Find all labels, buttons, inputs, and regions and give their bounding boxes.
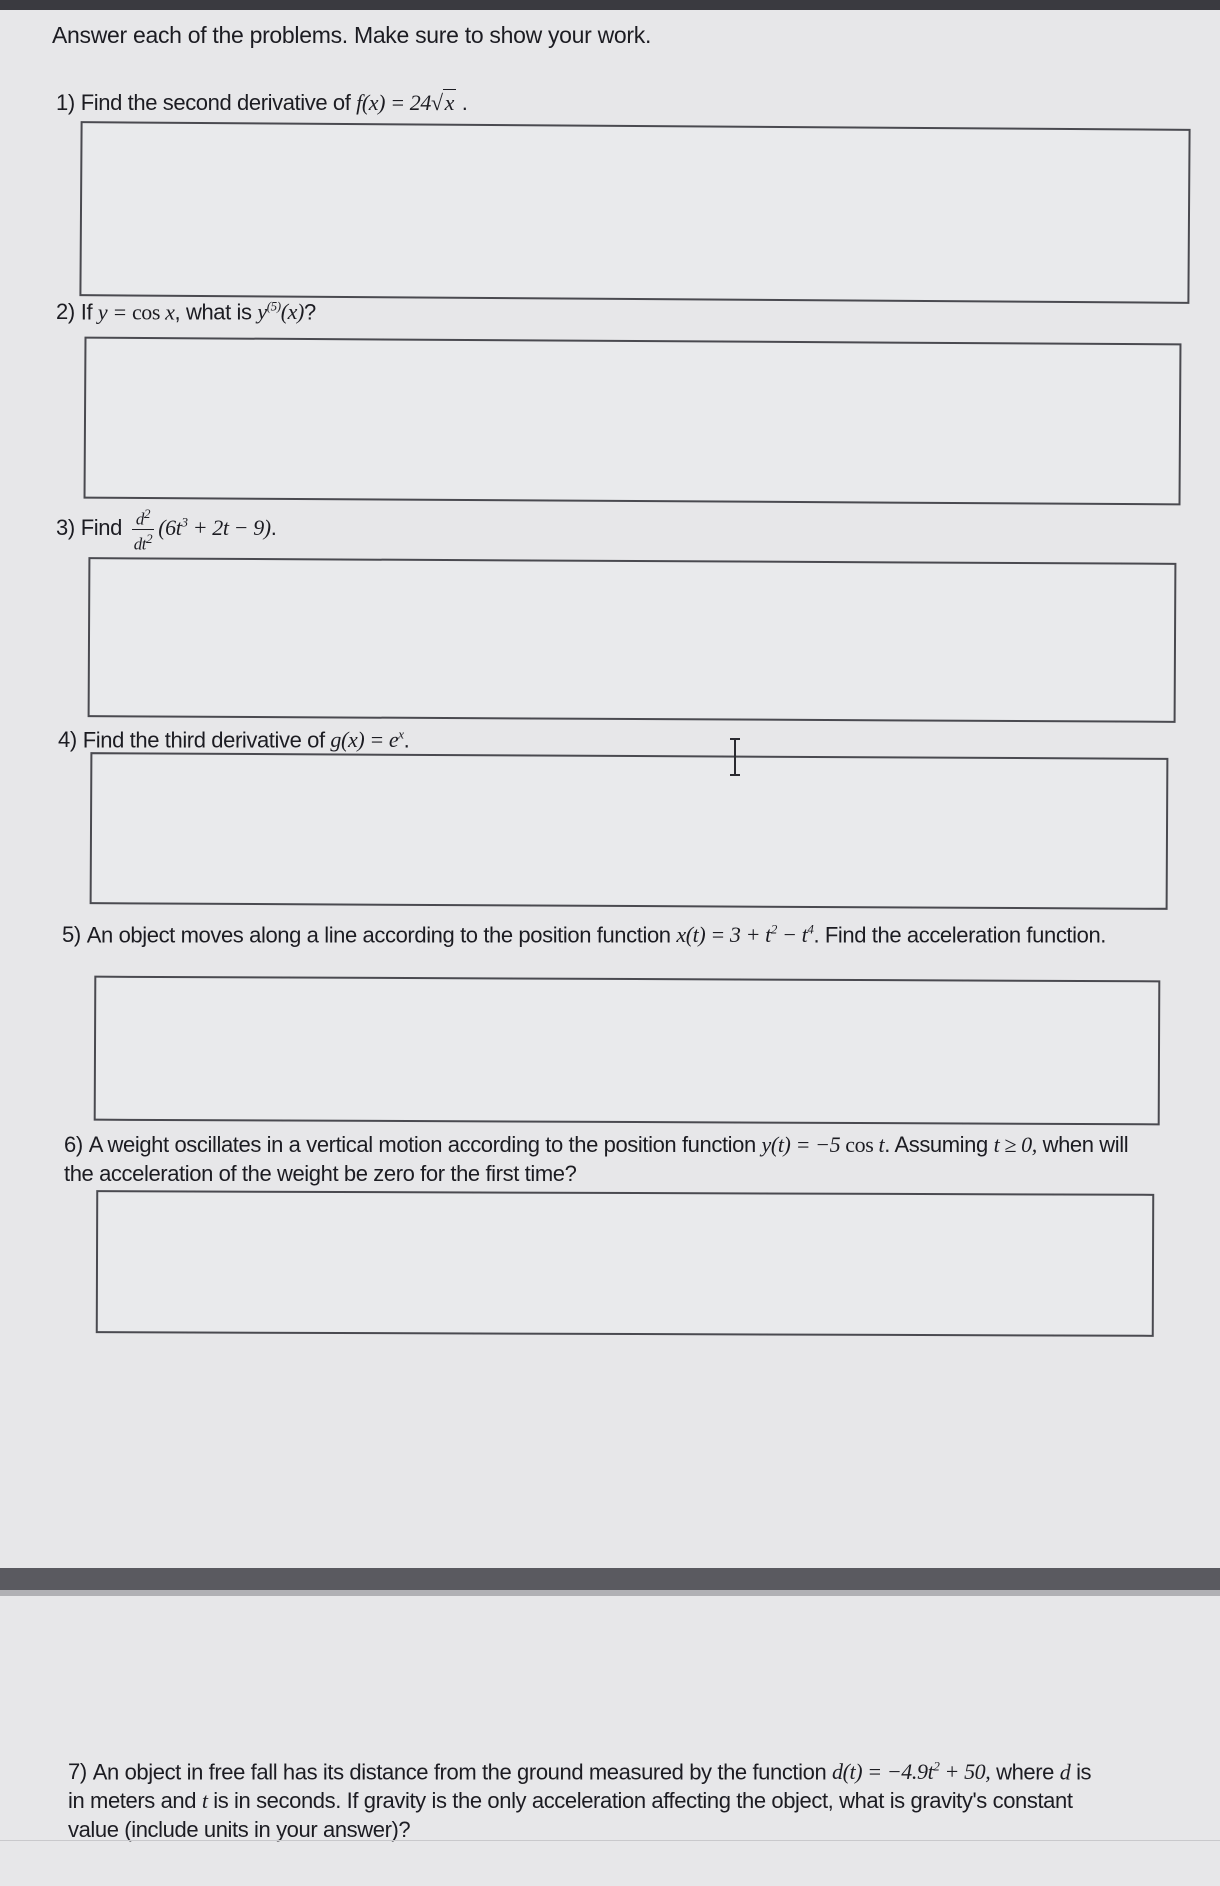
question-1: 1) Find the second derivative of f(x) = 24√x .	[56, 90, 468, 115]
question-text: An object in free fall has its distance from the ground measured by the function	[92, 1759, 827, 1785]
answer-input-1[interactable]	[81, 123, 1188, 302]
question-text: when will the acceleration of the weight be zero for the first time?	[64, 1132, 1129, 1186]
answer-input-5[interactable]	[96, 978, 1159, 1124]
question-math: y(t) = −5 cos t	[761, 1132, 885, 1157]
question-text: . Assuming	[884, 1132, 988, 1157]
question-text: is in meters and	[68, 1759, 1092, 1814]
question-text: An object moves along a line according to the position function	[86, 922, 671, 948]
question-2	[56, 292, 316, 326]
text-cursor-icon	[728, 738, 742, 776]
question-math: d	[1059, 1759, 1071, 1785]
answer-box-6[interactable]	[96, 1190, 1154, 1337]
question-math: t ≥ 0,	[993, 1132, 1037, 1157]
page-divider-shadow	[0, 1590, 1220, 1596]
answer-box-3[interactable]	[88, 557, 1177, 723]
question-6	[64, 1130, 1154, 1188]
question-number: 3)	[56, 514, 75, 540]
question-number: 1)	[56, 90, 75, 115]
question-text: . Find the acceleration function.	[813, 922, 1107, 948]
question-math: $x(t) = 3 + t^2 - t^4$	[676, 922, 814, 948]
answer-box-5[interactable]	[94, 976, 1161, 1126]
question-math: y = cos x	[97, 299, 175, 325]
question-text: where	[996, 1759, 1055, 1785]
question-math: $y^{(5)}(x)$	[257, 299, 304, 325]
question-number: 6)	[64, 1132, 83, 1157]
answer-input-2[interactable]	[86, 339, 1180, 504]
question-7	[68, 1752, 1108, 1844]
question-math: $d(t) = -4.9t^2 + 50$,	[832, 1759, 991, 1785]
question-text: , what is	[174, 299, 252, 325]
answer-input-3[interactable]	[90, 559, 1175, 721]
question-number: 4)	[58, 727, 77, 753]
question-text: If	[80, 299, 93, 325]
question-math: $g(x) = e^x$	[330, 727, 404, 753]
question-math: $(6t^3 + 2t - 9)$	[158, 514, 271, 540]
bottom-edge	[0, 1840, 1220, 1886]
question-number: 2)	[56, 299, 75, 325]
question-text: Find the second derivative of	[80, 90, 351, 115]
question-math: t	[201, 1788, 208, 1814]
question-text: ?	[303, 299, 316, 325]
page-divider	[0, 1568, 1220, 1590]
derivative-fraction: $\frac{d^2}{dt^2}$	[133, 506, 153, 554]
question-text: is in seconds. If gravity is the only acceleration affecting the object, what is gravity's constant value (include units in your answer)?	[68, 1788, 1073, 1843]
answer-box-1[interactable]	[79, 121, 1190, 304]
question-5	[62, 915, 1152, 949]
question-number: 7)	[68, 1759, 87, 1785]
question-number: 5)	[62, 922, 81, 948]
answer-input-4[interactable]	[92, 754, 1167, 908]
question-math: f(x) = 24√x	[356, 90, 455, 115]
question-text: A weight oscillates in a vertical motion according to the position function	[88, 1132, 756, 1157]
answer-box-4[interactable]	[90, 752, 1169, 910]
answer-box-2[interactable]	[84, 337, 1182, 506]
instructions: Answer each of the problems. Make sure to show your work.	[52, 22, 652, 48]
question-4: 4) Find the third derivative of $g(x) = e^x$.	[58, 727, 410, 753]
question-text: Find	[80, 514, 122, 540]
question-text: Find the third derivative of	[82, 727, 325, 753]
answer-input-6[interactable]	[98, 1192, 1152, 1335]
question-3: 3) Find $\frac{d^2}{dt^2}$ $(6t^3 + 2t - 9)$.	[56, 506, 277, 554]
